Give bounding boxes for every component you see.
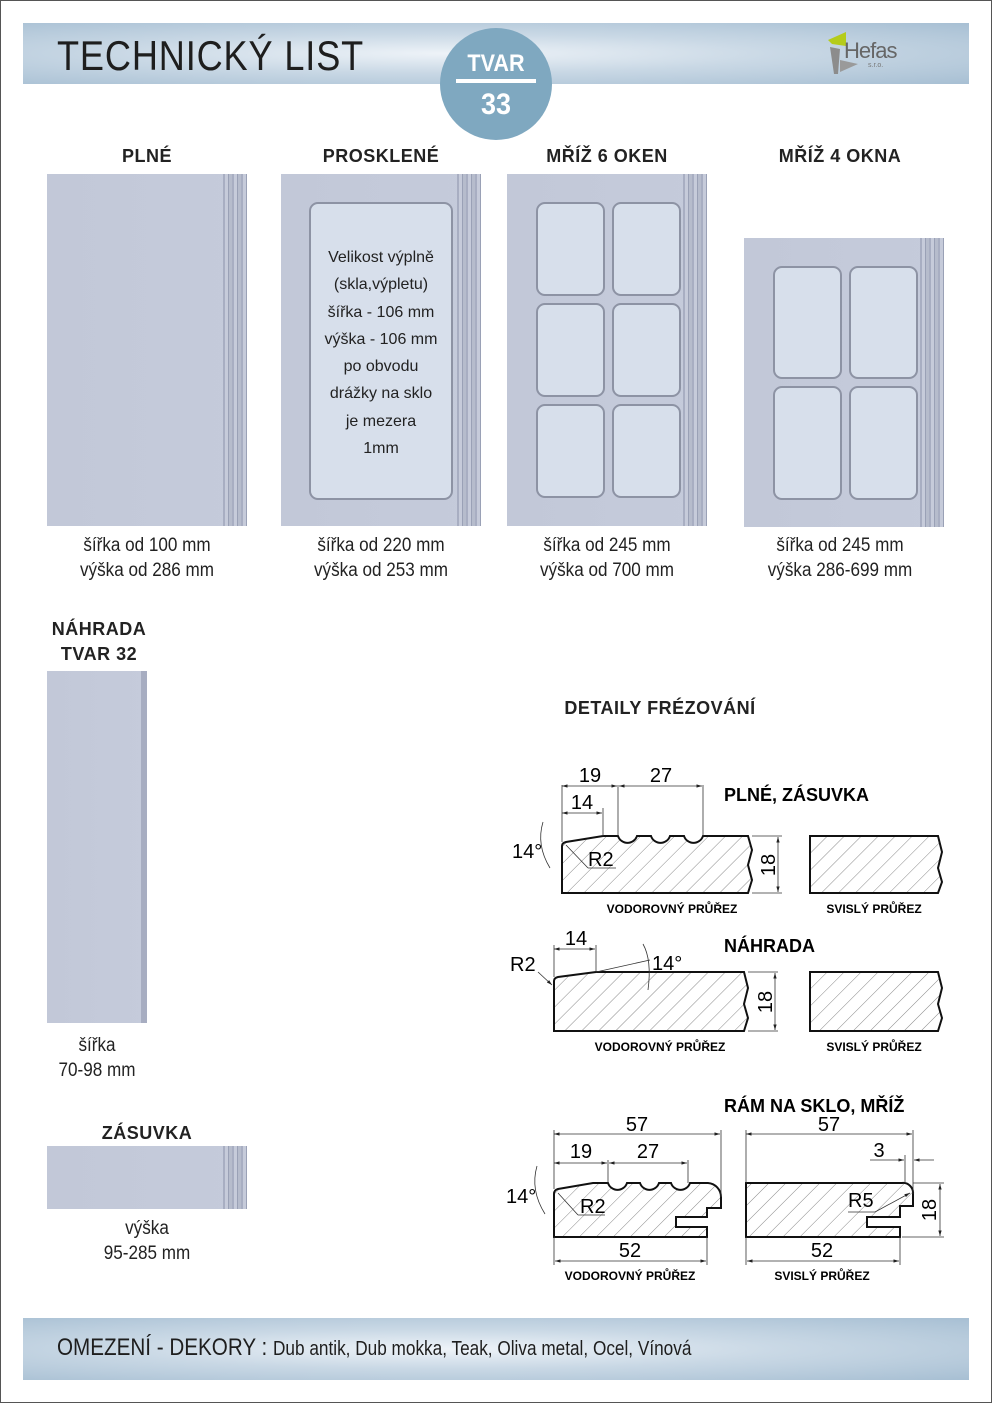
height-text: výška od 253 mm (313, 560, 449, 581)
replacement-title-line: NÁHRADA (51, 619, 147, 639)
details-title: DETAILY FRÉZOVÁNÍ (564, 698, 756, 718)
glass-note-line: Velikost výplně (328, 249, 434, 266)
section-plne-zasuvka (512, 765, 942, 916)
section-ram-na-sklo (506, 1095, 944, 1283)
variant-title-prosklene: PROSKLENÉ (322, 146, 440, 166)
profile-vertical (810, 836, 942, 893)
dim-3: 3 (873, 1140, 885, 1162)
dim-angle: 14° (512, 841, 543, 863)
dim-27: 27 (636, 1141, 660, 1163)
width-text: šířka od 245 mm (543, 535, 671, 556)
glass-note-line: 1mm (363, 440, 399, 458)
dim-52: 52 (618, 1240, 642, 1262)
glass-note-line: je mezera (345, 412, 417, 430)
replacement-title-line: TVAR 32 (60, 644, 138, 664)
logo-name: Hefas (844, 38, 897, 63)
section-title: RÁM NA SKLO, MŘÍŽ (724, 1096, 905, 1116)
dim-thickness: 18 (919, 1198, 941, 1222)
caption-horizontal: VODOROVNÝ PRŮŘEZ (606, 902, 738, 916)
glass-note-line: (skla,výpletu) (333, 276, 429, 294)
variant-title-plne: PLNÉ (121, 146, 172, 166)
dim-angle: 14° (506, 1186, 537, 1208)
variant-title-mriz4: MŘÍŽ 4 OKNA (778, 146, 902, 166)
width-text: šířka od 220 mm (317, 535, 445, 556)
badge-label: TVAR (467, 50, 525, 77)
dim-19: 19 (569, 1141, 593, 1163)
caption-horizontal: VODOROVNÝ PRŮŘEZ (594, 1040, 726, 1054)
dim-14: 14 (570, 792, 594, 814)
caption-horizontal: VODOROVNÝ PRŮŘEZ (564, 1269, 696, 1283)
dim-57: 57 (625, 1114, 649, 1136)
height-value: 95-285 mm (103, 1243, 191, 1264)
width-text: šířka od 245 mm (776, 535, 904, 556)
drawer-title: ZÁSUVKA (101, 1123, 193, 1143)
width-label: šířka (78, 1035, 116, 1056)
decor-restrictions (57, 1334, 691, 1362)
profile-vertical (746, 1183, 913, 1237)
page-title: TECHNICKÝ LIST (57, 32, 365, 79)
dim-52: 52 (810, 1240, 834, 1262)
section-title: PLNÉ, ZÁSUVKA (724, 785, 870, 805)
height-label: výška (125, 1218, 169, 1239)
height-text: výška od 286 mm (79, 560, 215, 581)
dim-thickness: 18 (758, 853, 780, 877)
glass-note-line: po obvodu (343, 358, 419, 376)
dim-radius: R2 (588, 849, 614, 871)
caption-vertical: SVISLÝ PRŮŘEZ (826, 902, 922, 916)
section-title: NÁHRADA (724, 936, 815, 956)
caption-vertical: SVISLÝ PRŮŘEZ (826, 1040, 922, 1054)
decor-list: Dub antik, Dub mokka, Teak, Oliva metal, Ocel, Vínová (273, 1338, 692, 1360)
dim-radius: R2 (510, 954, 536, 976)
logo-sub: s.r.o. (868, 62, 884, 69)
dim-radius: R2 (580, 1196, 606, 1218)
variant-title-mriz6: MŘÍŽ 6 OKEN (546, 146, 668, 166)
glass-note-line: výška - 106 mm (324, 330, 438, 348)
profile-horizontal (554, 972, 748, 1031)
glass-note-line: šířka - 106 mm (327, 303, 435, 321)
footer-band (23, 1318, 969, 1380)
dim-19: 19 (578, 765, 602, 787)
caption-vertical: SVISLÝ PRŮŘEZ (774, 1269, 870, 1283)
dim-thickness: 18 (755, 990, 777, 1014)
width-text: šířka od 100 mm (83, 535, 211, 556)
badge-number: 33 (480, 88, 512, 121)
height-text: výška 286-699 mm (767, 560, 913, 581)
height-text: výška od 700 mm (539, 560, 675, 581)
dim-27: 27 (649, 765, 673, 787)
glass-note-line: drážky na sklo (329, 385, 433, 403)
dim-angle: 14° (652, 953, 683, 975)
profile-vertical (810, 972, 942, 1031)
dim-57: 57 (817, 1114, 841, 1136)
decor-label: OMEZENÍ - DEKORY : (57, 1334, 268, 1361)
dim-radius: R5 (848, 1190, 874, 1212)
dim-14: 14 (564, 928, 588, 950)
section-nahrada (510, 928, 942, 1054)
width-value: 70-98 mm (58, 1060, 136, 1081)
